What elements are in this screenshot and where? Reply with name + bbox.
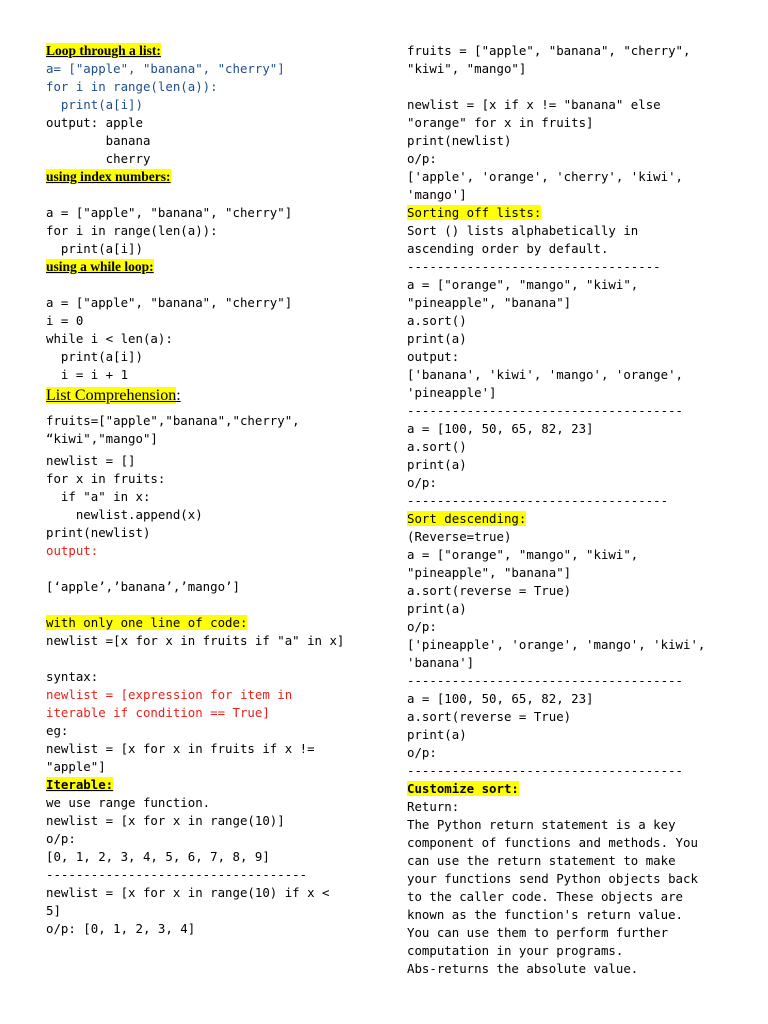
code-line: ['apple', 'orange', 'cherry', 'kiwi', [407,169,684,184]
code-line: newlist = [x for x in range(10) if x < [46,885,330,900]
code-line: a = ["apple", "banana", "cherry"] [46,205,293,220]
code-line: ascending order by default. [407,241,609,256]
code-line: ['banana', 'kiwi', 'mango', 'orange', [407,367,684,382]
code-line: [‘apple’,’banana’,’mango’] [46,579,240,594]
output-label: output: [46,543,99,558]
code-line: "apple"] [46,759,106,774]
code-line: o/p: [407,475,437,490]
code-line: a= ["apple", "banana", "cherry"] [46,61,285,76]
code-line: 'mango'] [407,187,467,202]
divider: ------------------------------------- [407,403,684,418]
code-line: 'pineapple'] [407,385,497,400]
code-line: a = [100, 50, 65, 82, 23] [407,421,594,436]
text-line: to the caller code. These objects are [407,889,684,904]
heading-index-numbers: using index numbers: [46,169,171,184]
code-line: 'banana'] [407,655,475,670]
divider: ----------------------------------- [407,493,669,508]
code-line: for x in fruits: [46,471,166,486]
heading-iterable: Iterable: [46,777,114,792]
text-line: Abs-returns the absolute value. [407,961,639,976]
code-line: i = 0 [46,313,84,328]
code-line: a = [100, 50, 65, 82, 23] [407,691,594,706]
divider: ------------------------------------- [407,763,684,778]
text-line: component of functions and methods. You [407,835,698,850]
text-line: known as the function's return value. [407,907,684,922]
code-line: newlist = [] [46,453,136,468]
code-line: for i in range(len(a)): [46,79,218,94]
text-line: can use the return statement to make [407,853,676,868]
code-line: newlist = [x for x in range(10)] [46,813,285,828]
code-line: o/p: [407,151,437,166]
code-line: “kiwi","mango"] [46,431,158,446]
code-line: o/p: [0, 1, 2, 3, 4] [46,921,196,936]
text-line: You can use them to perform further [407,925,669,940]
code-line: (Reverse=true) [407,529,512,544]
right-column [407,42,747,978]
heading-one-line: with only one line of code: [46,615,248,630]
heading-sorting-lists: Sorting off lists: [407,205,542,220]
code-line: newlist = [x if x != "banana" else [407,97,661,112]
code-line: newlist =[x for x in fruits if "a" in x] [46,633,345,648]
code-line: "pineapple", "banana"] [407,565,572,580]
code-line: output: [407,349,460,364]
code-line: o/p: [46,831,76,846]
divider: ----------------------------------- [46,867,308,882]
code-line: for i in range(len(a)): [46,223,218,238]
code-line: a = ["orange", "mango", "kiwi", [407,547,639,562]
heading-loop-through-list: Loop through a list: [46,43,161,58]
code-line: print(a) [407,601,467,616]
divider: ------------------------------------- [407,673,684,688]
code-line: fruits = ["apple", "banana", "cherry", [407,43,691,58]
code-line: a.sort(reverse = True) [407,583,572,598]
code-line: output: apple [46,115,143,130]
code-line: a.sort() [407,313,467,328]
code-line: print(a[i]) [46,349,143,364]
code-line: banana [46,133,151,148]
code-line: newlist.append(x) [46,507,203,522]
code-line: ['pineapple', 'orange', 'mango', 'kiwi', [407,637,706,652]
heading-sort-descending: Sort descending: [407,511,527,526]
left-column [46,42,376,938]
code-line: eg: [46,723,69,738]
heading-list-comprehension: List Comprehension: [46,387,181,404]
code-line: i = i + 1 [46,367,129,382]
code-line: print(a) [407,457,467,472]
code-line: newlist = [x for x in fruits if x != [46,741,315,756]
code-line: print(a[i]) [46,97,143,112]
code-line: if "a" in x: [46,489,151,504]
code-line: cherry [46,151,151,166]
text-line: computation in your programs. [407,943,624,958]
text-line: The Python return statement is a key [407,817,676,832]
text-line: your functions send Python objects back [407,871,698,886]
code-line: "kiwi", "mango"] [407,61,527,76]
code-line: "orange" for x in fruits] [407,115,594,130]
code-line: while i < len(a): [46,331,173,346]
code-line: 5] [46,903,61,918]
code-line: Sort () lists alphabetically in [407,223,639,238]
syntax-line: iterable if condition == True] [46,705,270,720]
heading-while-loop: using a while loop: [46,259,154,274]
code-line: o/p: [407,745,437,760]
code-line: print(a) [407,331,467,346]
heading-customize-sort: Customize sort: [407,781,519,796]
divider: ---------------------------------- [407,259,661,274]
code-line: print(newlist) [46,525,151,540]
code-line: a = ["orange", "mango", "kiwi", [407,277,639,292]
code-line: print(a[i]) [46,241,143,256]
code-line: fruits=["apple","banana","cherry", [46,413,300,428]
code-line: o/p: [407,619,437,634]
code-line: a = ["apple", "banana", "cherry"] [46,295,293,310]
code-line: we use range function. [46,795,211,810]
code-line: [0, 1, 2, 3, 4, 5, 6, 7, 8, 9] [46,849,270,864]
code-line: syntax: [46,669,99,684]
code-line: "pineapple", "banana"] [407,295,572,310]
code-line: print(newlist) [407,133,512,148]
code-line: a.sort() [407,439,467,454]
syntax-line: newlist = [expression for item in [46,687,293,702]
code-line: a.sort(reverse = True) [407,709,572,724]
code-line: print(a) [407,727,467,742]
text-line: Return: [407,799,460,814]
